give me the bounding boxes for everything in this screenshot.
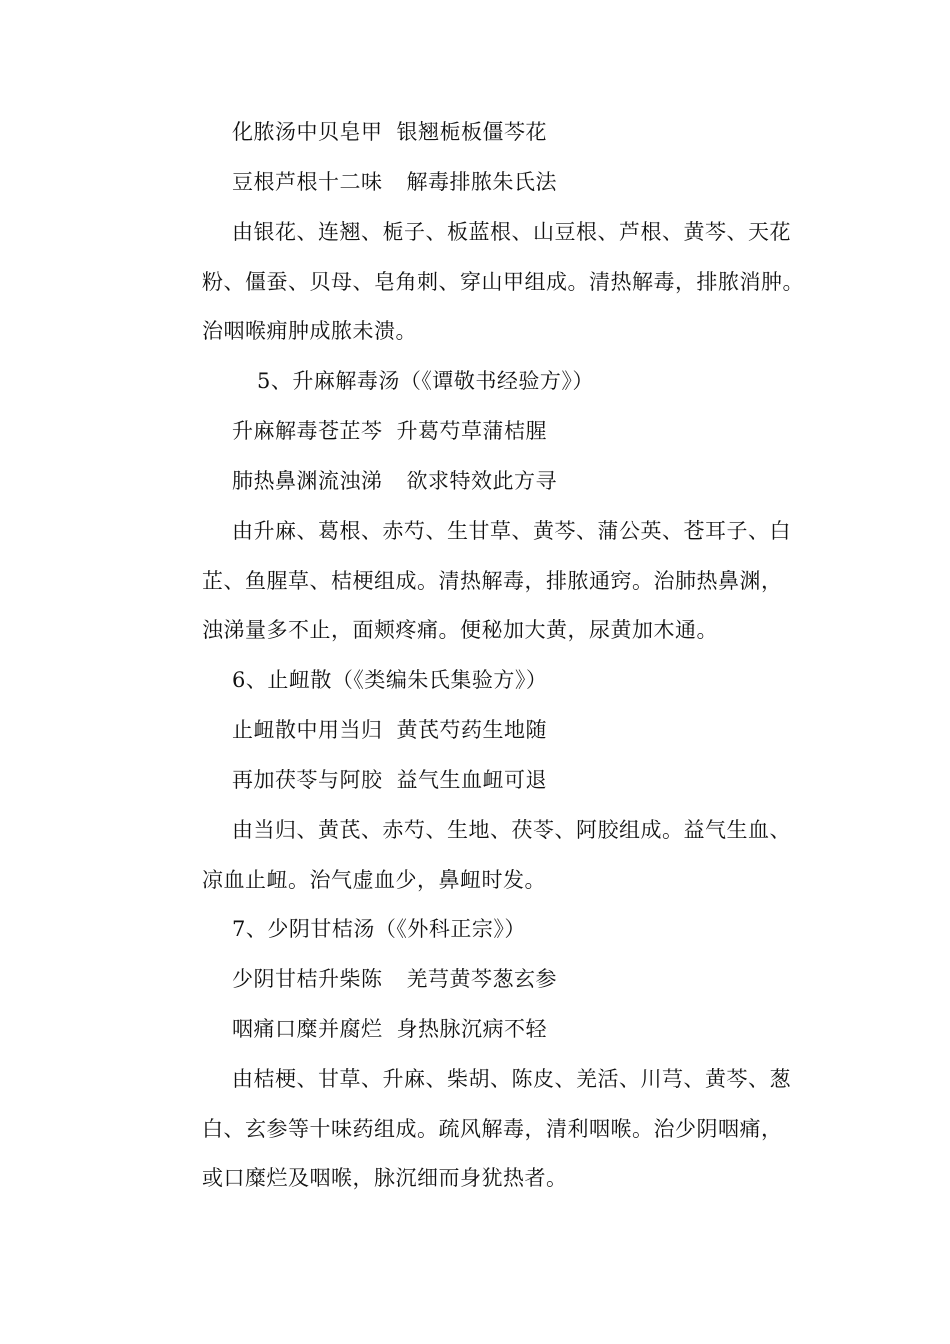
paragraph-line: 芷、鱼腥草、桔梗组成。清热解毒，排脓通窍。治肺热鼻渊， bbox=[202, 569, 783, 593]
section-heading: 5、升麻解毒汤（《谭敬书经验方》） bbox=[257, 369, 594, 393]
paragraph-line: 由银花、连翘、栀子、板蓝根、山豆根、芦根、黄芩、天花 bbox=[232, 220, 791, 244]
verse-line bbox=[232, 167, 557, 197]
verse-line bbox=[232, 416, 547, 446]
paragraph-line: 治咽喉痈肿成脓未溃。 bbox=[202, 319, 417, 343]
verse-part-2: 银翘栀板僵芩花 bbox=[396, 120, 547, 144]
verse-part-2: 羌芎黄芩葱玄参 bbox=[406, 967, 557, 991]
section-heading: 7、少阴甘桔汤（《外科正宗》） bbox=[232, 917, 526, 941]
paragraph-line: 粉、僵蚕、贝母、皂角刺、穿山甲组成。清热解毒，排脓消肿。 bbox=[202, 270, 804, 294]
section-heading: 6、止衄散（《类编朱氏集验方》） bbox=[232, 668, 548, 692]
paragraph-line: 凉血止衄。治气虚血少，鼻衄时发。 bbox=[202, 868, 546, 892]
verse-part-1: 再加茯苓与阿胶 bbox=[232, 768, 383, 792]
verse-part-1: 止衄散中用当归 bbox=[232, 718, 383, 742]
verse-part-2: 升葛芍草蒲桔腥 bbox=[396, 419, 547, 443]
verse-line bbox=[232, 715, 547, 745]
verse-part-2: 黄芪芍药生地随 bbox=[396, 718, 547, 742]
verse-part-2: 欲求特效此方寻 bbox=[406, 469, 557, 493]
verse-part-1: 少阴甘桔升柴陈 bbox=[232, 967, 383, 991]
verse-part-2: 解毒排脓朱氏法 bbox=[406, 170, 557, 194]
verse-part-1: 咽痛口糜并腐烂 bbox=[232, 1017, 383, 1041]
paragraph-line: 由升麻、葛根、赤芍、生甘草、黄芩、蒲公英、苍耳子、白 bbox=[232, 519, 791, 543]
verse-line bbox=[232, 765, 547, 795]
paragraph-line: 由当归、黄芪、赤芍、生地、茯苓、阿胶组成。益气生血、 bbox=[232, 818, 791, 842]
verse-line bbox=[232, 1014, 547, 1044]
verse-part-2: 身热脉沉病不轻 bbox=[396, 1017, 547, 1041]
paragraph-line: 由桔梗、甘草、升麻、柴胡、陈皮、羌活、川芎、黄芩、葱 bbox=[232, 1067, 791, 1091]
verse-part-2: 益气生血衄可退 bbox=[396, 768, 547, 792]
verse-part-1: 肺热鼻渊流浊涕 bbox=[232, 469, 383, 493]
paragraph-line: 浊涕量多不止，面颊疼痛。便秘加大黄，尿黄加木通。 bbox=[202, 618, 718, 642]
paragraph-line: 或口糜烂及咽喉，脉沉细而身犹热者。 bbox=[202, 1166, 568, 1190]
paragraph-line: 白、玄参等十味药组成。疏风解毒，清利咽喉。治少阴咽痛， bbox=[202, 1117, 783, 1141]
verse-line bbox=[232, 466, 557, 496]
verse-line bbox=[232, 117, 547, 147]
verse-part-1: 化脓汤中贝皂甲 bbox=[232, 120, 383, 144]
verse-line bbox=[232, 964, 557, 994]
verse-part-1: 升麻解毒苍芷芩 bbox=[232, 419, 383, 443]
verse-part-1: 豆根芦根十二味 bbox=[232, 170, 383, 194]
